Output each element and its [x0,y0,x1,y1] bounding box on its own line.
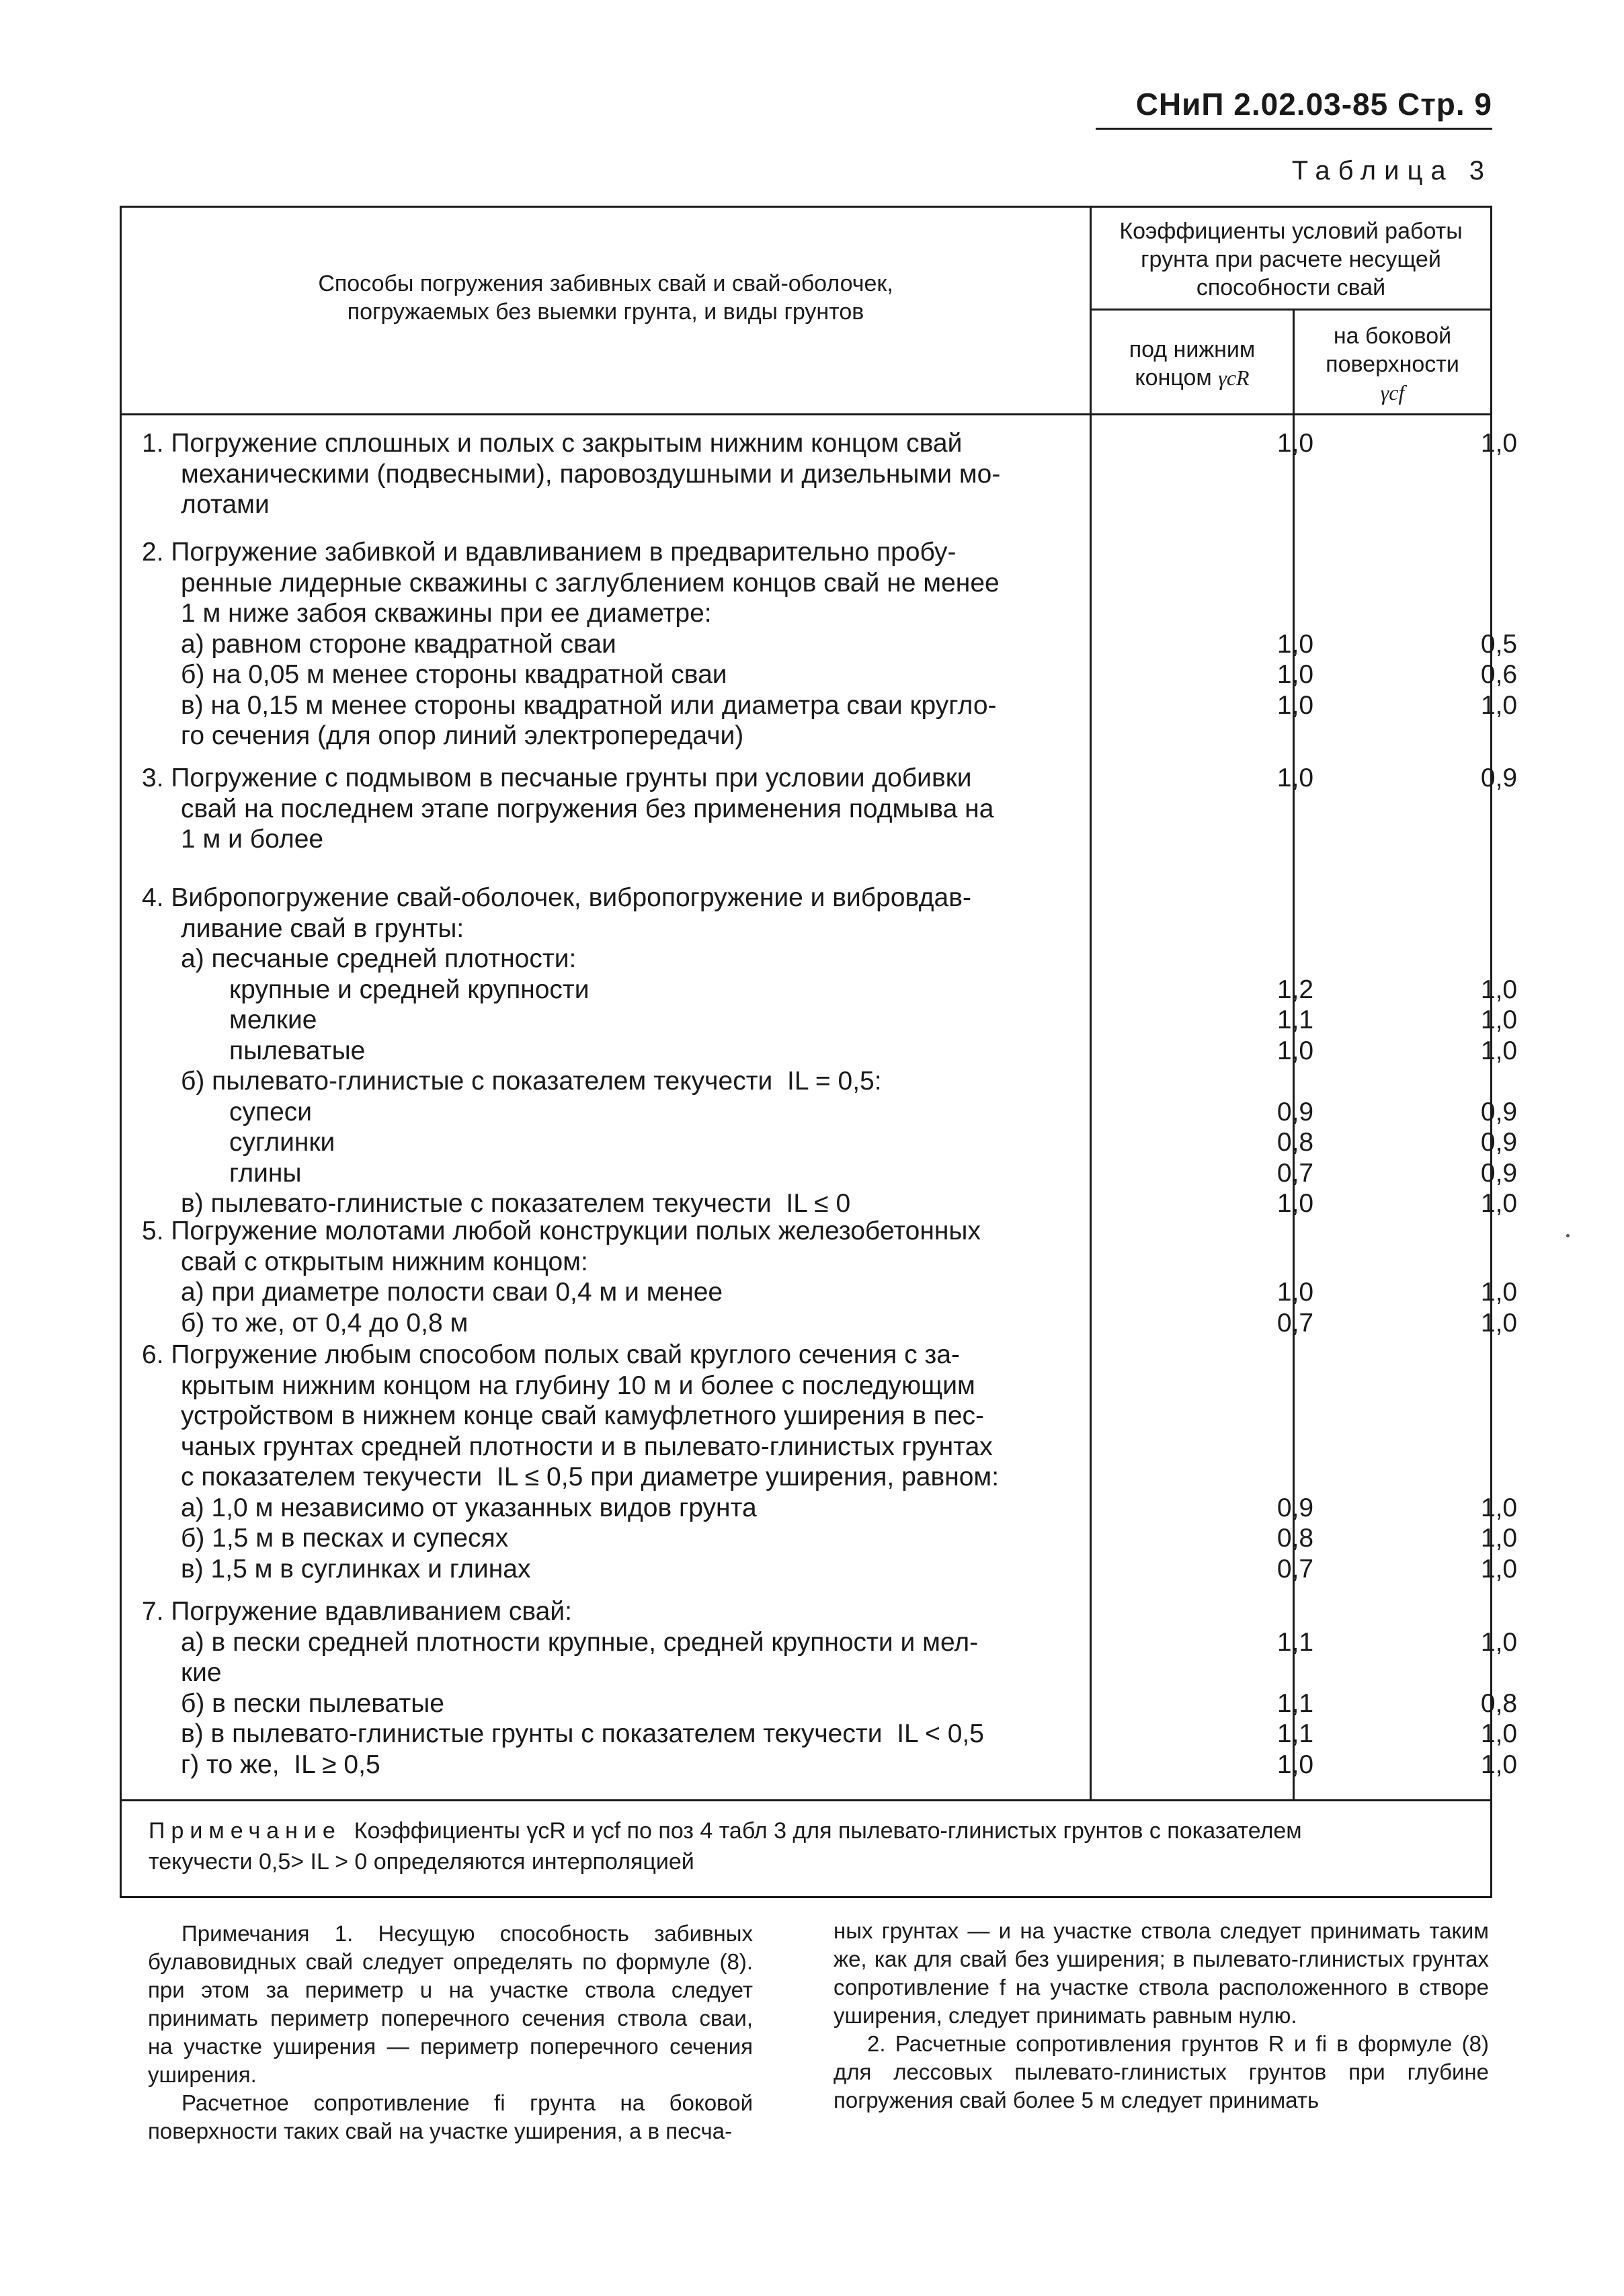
row-description [142,1596,1190,1780]
coef-value [1194,1247,1396,1278]
coef-bottom-end-cell [1194,883,1396,1219]
row-text-line: суглинки [229,1128,335,1157]
coef-value [1398,1216,1600,1247]
coef-side-surface-cell [1398,1596,1600,1780]
coef-value [1194,1432,1396,1463]
coef-bottom-end-cell [1194,428,1396,459]
row-text-line: чаных грунтах средней плотности и в пылевато-глинистых грунтах [181,1432,993,1461]
row-text-line: а) 1,0 м независимо от указанных видов грунта [181,1493,757,1522]
coef-value: 1,0 [1480,690,1518,720]
coef-value [1398,913,1600,944]
coef-value: 1,0 [1276,764,1314,792]
coef-value: 1,0 [1276,1189,1314,1218]
row-text-line: б) пылевато-глинистые с показателем текучести IL = 0,5: [181,1067,882,1096]
coef-value [1194,1370,1396,1401]
coef-value [1398,1340,1600,1370]
notes-right-column [834,1917,1489,2115]
header-group-line: Коэффициенты условий работы [1119,218,1463,244]
row-text-line: мелкие [229,1006,317,1034]
row-text-line: а) в пески средней плотности крупные, средней крупности и мел- [181,1627,979,1657]
coef-value: 1,0 [1480,1750,1518,1779]
coef-value [1194,568,1396,599]
coef-value [1398,944,1600,975]
coef-bottom-end-cell [1194,537,1396,721]
coef-value [1398,1401,1600,1432]
notes-paragraph: 2. Расчетные сопротивления грунтов R и fi в формуле (8) для лессовых пылевато-глинистых грунтов при глубине погружения свай более 5 м следует принимать [834,2031,1489,2113]
row-text-line: механическими (подвесными), паровоздушными и дизельными мо- [181,459,1001,489]
row-text-line: 4. Вибропогружение свай-оболочек, вибропогружение и вибровдав- [142,883,971,912]
coef-value [1194,1462,1396,1493]
row-text-line: крупные и средней крупности [229,975,590,1004]
row-text-line: а) при диаметре полости сваи 0,4 м и менее [181,1278,723,1307]
coef-value: 1,0 [1480,1036,1518,1065]
row-text-line: глины [229,1158,302,1188]
coef-value [1194,1596,1396,1627]
row-text-line: супеси [229,1097,313,1126]
note-text: Коэффициенты γcR и γcf по поз 4 табл 3 для пылевато-глинистых грунтов с показателем [354,1818,1302,1844]
header-coefficients-group [1092,217,1490,302]
row-text-line: крытым нижним концом на глубину 10 м и более с последующим [181,1370,975,1400]
header-group-line: грунта при расчете несущей [1141,247,1441,272]
row-text-line: кие [181,1658,222,1687]
coef-value [1398,598,1600,629]
row-text-line: свай с открытым нижним концом: [181,1247,588,1276]
coef-side-surface-cell [1398,428,1600,459]
coef-value [1398,1370,1600,1401]
coef-value: 1,0 [1480,1554,1518,1584]
header-col1-line: концом [1135,365,1212,391]
coef-bottom-end-cell [1194,1340,1396,1584]
document-header: СНиП 2.02.03-85 Стр. 9 [1096,86,1492,130]
row-text-line: в) пылевато-глинистые с показателем текучести IL ≤ 0 [181,1189,851,1218]
coef-value [1398,1596,1600,1627]
coef-value [1398,537,1600,568]
header-divider [1090,309,1490,311]
coef-value: 1,0 [1480,1493,1518,1522]
header-method-line: погружаемых без выемки грунта, и виды грунтов [347,299,864,325]
row-description [142,537,1190,751]
coef-value: 1,0 [1480,1308,1518,1338]
coef-value: 1,0 [1276,429,1314,458]
coef-value: 1,0 [1276,1036,1314,1065]
header-col2-line: поверхности [1326,352,1459,377]
row-text-line: б) на 0,05 м менее стороны квадратной сваи [181,660,727,689]
row-text-line: 6. Погружение любым способом полых свай круглого сечения с за- [142,1340,960,1369]
row-text-line: в) в пылевато-глинистые грунты с показателем текучести IL < 0,5 [181,1719,984,1748]
row-text-line: 7. Погружение вдавливанием свай: [142,1597,572,1626]
coef-value: 0,7 [1276,1158,1314,1188]
coef-bottom-end-cell [1194,1596,1396,1780]
row-text-line: б) то же, от 0,4 до 0,8 м [181,1308,469,1338]
coef-value [1194,1066,1396,1097]
row-text-line: б) в пески пылеватые [181,1688,444,1718]
coef-value [1398,1066,1600,1097]
coef-value: 1,2 [1276,975,1314,1004]
header-bottom-end [1092,335,1293,392]
row-text-line: ливание свай в грунты: [181,913,464,943]
header-method [122,270,1090,326]
coef-value: 0,7 [1276,1554,1314,1584]
coef-value [1194,537,1396,568]
row-text-line: 1. Погружение сплошных и полых с закрытым нижним концом свай [142,429,963,458]
coef-value: 1,0 [1480,1006,1518,1034]
row-description [142,1216,1190,1338]
row-description [142,883,1190,1219]
coef-value [1194,598,1396,629]
coef-value [1194,913,1396,944]
coef-value [1398,568,1600,599]
row-text-line: лотами [181,490,270,519]
coef-value: 0,8 [1480,1688,1518,1718]
coef-value: 1,0 [1276,629,1314,659]
gamma-cr-symbol: γcR [1218,366,1250,390]
coef-value: 1,0 [1480,975,1518,1004]
row-text-line: ренные лидерные скважины с заглублением концов свай не менее [181,568,1000,598]
row-description [142,428,1190,520]
note-text: текучести 0,5> IL > 0 определяются интерполяцией [149,1849,694,1875]
coef-value [1194,1657,1396,1688]
coef-value: 1,1 [1276,1006,1314,1034]
coef-value [1398,1432,1600,1463]
row-text-line: а) равном стороне квадратной сваи [181,629,616,659]
coef-value: 0,8 [1276,1128,1314,1157]
notes-paragraph: Примечания 1. Несущую способность забивных булавовидных свай следует определять по формуле (8). при этом за периметр u на участке ствола следует принимать периметр поперечного сечения ствола сваи, на участке уширения — периметр поперечного сечения уширения. [148,1921,753,2087]
coef-value: 1,1 [1276,1688,1314,1718]
row-text-line: б) 1,5 м в песках и супесях [181,1524,509,1553]
header-col1-line: под нижним [1129,337,1256,362]
coef-value: 1,0 [1480,1719,1518,1748]
coef-value: 0,9 [1276,1097,1314,1126]
coef-side-surface-cell [1398,1340,1600,1584]
coef-value [1194,1216,1396,1247]
coef-value: 1,0 [1276,1278,1314,1307]
coef-value: 0,9 [1276,1493,1314,1522]
row-text-line: в) 1,5 м в суглинках и глинах [181,1554,531,1584]
table-note [149,1815,1473,1877]
row-text-line: 2. Погружение забивкой и вдавливанием в предварительно пробу- [142,538,957,567]
coef-value: 0,7 [1276,1308,1314,1338]
row-description [142,763,1190,855]
row-text-line: 1 м ниже забоя скважины при ее диаметре: [181,599,712,628]
coef-value: 1,0 [1480,1278,1518,1307]
coef-value [1398,1462,1600,1493]
coef-bottom-end-cell [1194,763,1396,794]
notes-paragraph: ных грунтах — и на участке ствола следует принимать таким же, как для свай без уширения; в пылевато-глинистых грунтах сопротивление f на участке ствола расположенного в створе уширения, следует принимать равным нулю. [834,1918,1489,2028]
coef-bottom-end-cell [1194,1216,1396,1338]
header-method-line: Способы погружения забивных свай и свай-оболочек, [318,271,893,296]
row-description [142,1340,1190,1584]
coef-side-surface-cell [1398,883,1600,1219]
coef-value [1398,1657,1600,1688]
header-group-line: способности свай [1196,275,1386,300]
coef-value: 0,5 [1480,629,1518,659]
row-text-line: 3. Погружение с подмывом в песчаные грунты при условии добивки [142,764,972,792]
coef-value: 0,9 [1480,1128,1518,1157]
table-caption: Таблица 3 [1291,156,1492,186]
coef-value: 1,0 [1480,1189,1518,1218]
row-text-line: а) песчаные средней плотности: [181,944,577,973]
row-text-line: свай на последнем этапе погружения без применения подмыва на [181,794,994,823]
scan-speck [1566,1234,1570,1237]
row-text-line: в) на 0,15 м менее стороны квадратной или диаметра сваи кругло- [181,690,997,720]
row-text-line: пылеватые [229,1036,366,1065]
coef-value: 0,9 [1480,1158,1518,1188]
row-text-line: с показателем текучести IL ≤ 0,5 при диаметре уширения, равном: [181,1463,1000,1491]
coef-value: 1,1 [1276,1719,1314,1748]
note-label: Примечание [149,1818,341,1844]
header-side-surface [1295,322,1490,407]
note-divider [122,1799,1490,1801]
coef-side-surface-cell [1398,537,1600,721]
coef-value: 1,0 [1480,1524,1518,1553]
coef-side-surface-cell [1398,1216,1600,1338]
row-text-line: 5. Погружение молотами любой конструкции полых железобетонных [142,1217,981,1245]
notes-paragraph: Расчетное сопротивление fi грунта на боковой поверхности таких свай на участке уширения, а в песча- [148,2090,753,2143]
gamma-cf-symbol: γcf [1380,380,1405,405]
coef-value: 1,0 [1480,1627,1518,1657]
coef-value: 1,0 [1276,690,1314,720]
header-col2-line: на боковой [1333,323,1452,349]
coef-value: 0,8 [1276,1524,1314,1553]
coef-value [1398,1247,1600,1278]
coef-value: 0,6 [1480,660,1518,689]
coef-value [1398,883,1600,913]
header-bottom-rule [122,413,1490,415]
row-text-line: го сечения (для опор линий электропередачи) [181,721,744,750]
notes-left-column [148,1920,753,2145]
coef-value [1194,944,1396,975]
coef-value: 0,9 [1480,764,1518,792]
coef-value: 0,9 [1480,1097,1518,1126]
row-text-line: устройством в нижнем конце свай камуфлетного уширения в пес- [181,1401,985,1430]
coef-value: 1,0 [1276,1750,1314,1779]
coefficients-table [120,206,1518,1898]
coef-value: 1,1 [1276,1627,1314,1657]
coef-value [1194,1401,1396,1432]
row-text-line: 1 м и более [181,825,324,854]
coef-side-surface-cell [1398,763,1600,794]
coef-value: 1,0 [1480,429,1518,458]
coef-value [1194,883,1396,913]
row-text-line: г) то же, IL ≥ 0,5 [181,1750,380,1779]
coef-value: 1,0 [1276,660,1314,689]
coef-value [1194,1340,1396,1370]
